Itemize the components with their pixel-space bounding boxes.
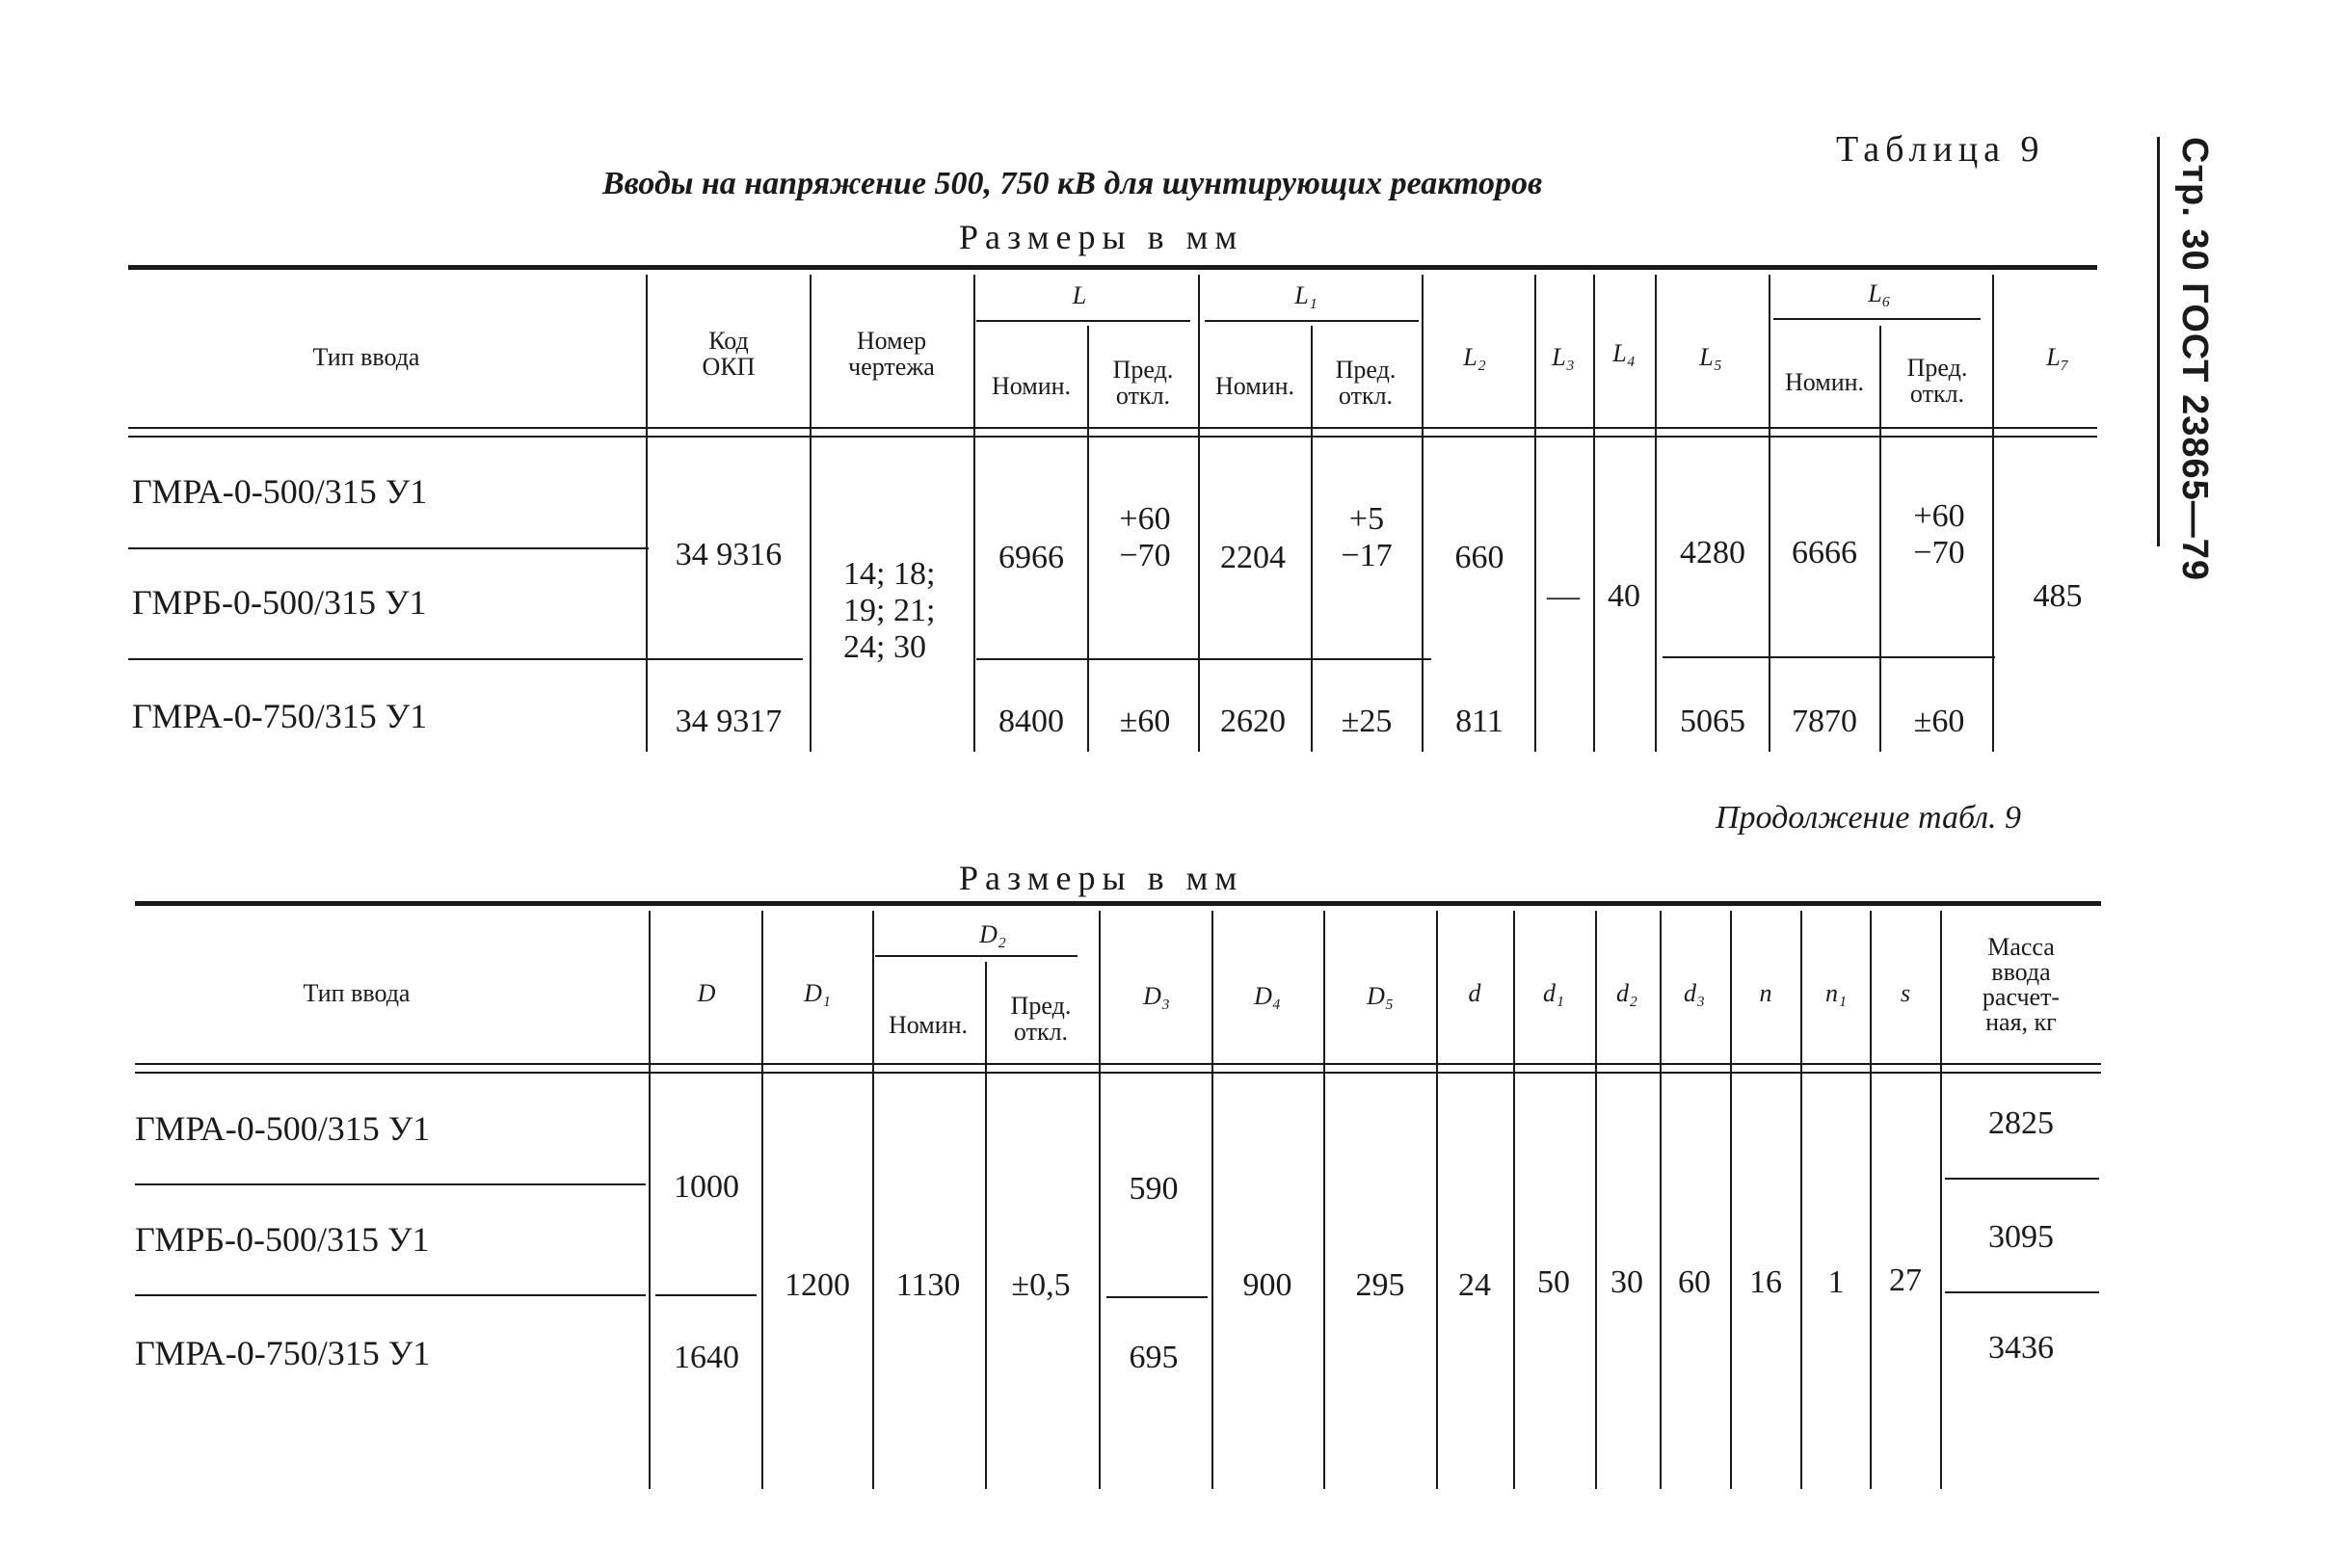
- table1-header-L6-nom: Номин.: [1784, 368, 1865, 396]
- table2-cell-d3: 60: [1678, 1264, 1711, 1300]
- table2-col-rule: [1099, 911, 1101, 1489]
- table1-col-rule: [1087, 326, 1089, 752]
- table2-col-rule: [649, 911, 651, 1489]
- table2-header-D: D: [697, 979, 716, 1007]
- table1-header-L: L: [1072, 281, 1087, 309]
- table1-col-rule: [1879, 326, 1881, 752]
- table1-row-label: ГМРА-0-750/315 У1: [132, 697, 428, 735]
- table2-cell-D2-tol: ±0,5: [1011, 1267, 1071, 1303]
- table2-cell-D3: 695: [1129, 1340, 1179, 1375]
- table1-row-sep-1: [128, 547, 649, 549]
- table2-cell-d: 24: [1458, 1267, 1491, 1303]
- page-running-header: Стр. 30 ГОСТ 23865—79: [2174, 137, 2215, 582]
- table1-header-drawing: Номер чертежа: [848, 327, 935, 381]
- table2-cell-D1: 1200: [785, 1267, 850, 1303]
- table2-header-d: d: [1468, 979, 1481, 1007]
- table2-header-n1: n₁: [1824, 979, 1848, 1007]
- table1-header-L3: L₃: [1552, 343, 1575, 371]
- table1-cell-L3: —: [1547, 578, 1580, 614]
- table1-cell-drawing: 14; 18; 19; 21; 24; 30: [843, 556, 936, 665]
- table1-col-rule: [646, 275, 648, 752]
- table1-top-rule: [128, 265, 2097, 270]
- table2-header-rule: [135, 1063, 2101, 1065]
- table1-cell-L1-tol: ±25: [1341, 704, 1393, 739]
- table1-header-L-nom: Номин.: [991, 372, 1072, 400]
- table2-col-rule: [1730, 911, 1732, 1489]
- table2-header-mass: Масса ввода расчет- ная, кг: [1982, 933, 2061, 1036]
- table2-col-rule: [872, 911, 874, 1489]
- table2-col-rule: [1211, 911, 1213, 1489]
- table2-header-D2-nom: Номин.: [888, 1011, 969, 1039]
- table2-header-n: n: [1759, 979, 1772, 1007]
- table2-col-rule: [1800, 911, 1802, 1489]
- table2-cell-D: 1640: [674, 1340, 739, 1375]
- table2-cell-D3: 590: [1129, 1171, 1179, 1207]
- table1-cell-L-tol: +60 −70: [1119, 501, 1171, 573]
- table2-D2-rule: [875, 955, 1078, 957]
- table1-cell-okp: 34 9317: [675, 704, 783, 739]
- table2-header-d2: d₂: [1615, 979, 1638, 1007]
- table2-row-label: ГМРБ-0-500/315 У1: [135, 1220, 430, 1259]
- table2-cell-n: 16: [1749, 1264, 1782, 1300]
- table1-header-okp: Код ОКП: [702, 327, 756, 381]
- table2-cell-s: 27: [1889, 1262, 1922, 1298]
- table2-cell-d1: 50: [1537, 1264, 1570, 1300]
- table2-col-rule: [761, 911, 763, 1489]
- table1-header-L1-tol: Пред. откл.: [1335, 356, 1397, 410]
- table1-header-L6: L₆: [1868, 279, 1891, 307]
- table2-row-sep-2: [135, 1294, 646, 1296]
- table1-header-L4: L₄: [1612, 339, 1636, 367]
- table1-cell-L6-tol: ±60: [1913, 704, 1965, 739]
- table2-cell-d2: 30: [1610, 1264, 1643, 1300]
- table1-col-rule: [1655, 275, 1657, 752]
- table2-header-type: Тип ввода: [303, 979, 411, 1007]
- table1-header-L1: L₁: [1294, 281, 1317, 309]
- table1-col-rule: [1311, 326, 1313, 752]
- table2-row-sep-6: [1945, 1291, 2099, 1293]
- table1-cell-L-tol: ±60: [1119, 704, 1171, 739]
- table1-cell-L-nom: 6966: [998, 540, 1064, 575]
- table1-header-L6-tol: Пред. откл.: [1906, 354, 1968, 408]
- table2-cell-mass: 3436: [1988, 1330, 2054, 1366]
- table1-cell-L6-nom: 6666: [1792, 535, 1857, 571]
- table1-header-L1-nom: Номин.: [1214, 372, 1295, 400]
- units-caption-2: Размеры в мм: [959, 859, 1244, 897]
- table1-cell-okp: 34 9316: [675, 537, 783, 572]
- table1-cell-L4: 40: [1608, 578, 1640, 614]
- table2-header-s: s: [1900, 979, 1911, 1007]
- table1-col-rule: [1198, 275, 1200, 752]
- table1-L6-rule: [1773, 318, 1981, 320]
- table2-header-D5: D₅: [1367, 982, 1394, 1010]
- table-title: Вводы на напряжение 500, 750 кВ для шунтирующих реакторов: [602, 166, 1543, 201]
- table1-L-rule: [976, 320, 1190, 322]
- table1-col-rule: [810, 275, 812, 752]
- table2-row-label: ГМРА-0-500/315 У1: [135, 1109, 431, 1148]
- side-rule: [2157, 137, 2160, 546]
- table2-cell-mass: 3095: [1988, 1219, 2054, 1255]
- table2-row-sep-3: [655, 1294, 757, 1296]
- table1-cell-L5: 5065: [1680, 704, 1745, 739]
- table2-col-rule: [1595, 911, 1597, 1489]
- table1-col-rule: [1992, 275, 1994, 752]
- table1-col-rule: [973, 275, 975, 752]
- table1-col-rule: [1534, 275, 1536, 752]
- table2-header-D4: D₄: [1254, 982, 1281, 1010]
- table2-row-sep-4: [1106, 1296, 1208, 1298]
- table-label: Таблица 9: [1836, 129, 2045, 170]
- table2-header-D2-tol: Пред. откл.: [1010, 992, 1072, 1046]
- table1-row-sep-4: [1663, 656, 1995, 658]
- table1-header-L2: L₂: [1463, 343, 1486, 371]
- table1-header-type: Тип ввода: [312, 343, 420, 371]
- table2-col-rule: [1513, 911, 1515, 1489]
- table2-header-D1: D₁: [804, 979, 831, 1007]
- table2-cell-D: 1000: [674, 1169, 739, 1205]
- table2-cell-mass: 2825: [1988, 1105, 2054, 1141]
- table1-cell-L5: 4280: [1680, 535, 1745, 571]
- table1-cell-L7: 485: [2033, 578, 2083, 614]
- table2-col-rule: [1660, 911, 1662, 1489]
- table2-col-rule: [1870, 911, 1872, 1489]
- table2-cell-D5: 295: [1355, 1267, 1405, 1303]
- table2-row-label: ГМРА-0-750/315 У1: [135, 1334, 431, 1372]
- table1-cell-L1-tol: +5 −17: [1341, 501, 1393, 573]
- table2-cell-D2-nom: 1130: [895, 1267, 961, 1303]
- table1-cell-L1-nom: 2204: [1220, 540, 1286, 575]
- table2-col-rule: [1323, 911, 1325, 1489]
- table2-cell-D4: 900: [1242, 1267, 1292, 1303]
- table1-cell-L-nom: 8400: [998, 704, 1064, 739]
- table1-header-L-tol: Пред. откл.: [1112, 356, 1174, 410]
- table2-header-rule-2: [135, 1072, 2101, 1074]
- units-caption: Размеры в мм: [959, 218, 1244, 256]
- table1-row-sep-3: [976, 658, 1431, 660]
- table2-row-sep-1: [135, 1183, 646, 1185]
- table1-cell-L2: 660: [1454, 540, 1504, 575]
- table1-col-rule: [1769, 275, 1770, 752]
- table2-cell-n1: 1: [1827, 1264, 1845, 1300]
- table1-col-rule: [1593, 275, 1595, 752]
- table1-header-L7: L₇: [2046, 343, 2069, 371]
- table1-cell-L1-nom: 2620: [1220, 704, 1286, 739]
- continuation-label: Продолжение табл. 9: [1716, 800, 2022, 836]
- table2-col-rule: [1436, 911, 1438, 1489]
- table2-header-D3: D₃: [1143, 982, 1170, 1010]
- table1-header-rule: [128, 427, 2097, 429]
- table1-L1-rule: [1205, 320, 1419, 322]
- table1-cell-L6-nom: 7870: [1792, 704, 1857, 739]
- table1-row-label: ГМРБ-0-500/315 У1: [132, 583, 427, 622]
- table1-row-label: ГМРА-0-500/315 У1: [132, 472, 428, 511]
- table2-top-rule: [135, 901, 2101, 906]
- table1-cell-L6-tol: +60 −70: [1913, 498, 1965, 571]
- table2-col-rule: [1940, 911, 1942, 1489]
- table1-col-rule: [1422, 275, 1424, 752]
- table1-row-sep-2: [128, 658, 803, 660]
- table1-cell-L2: 811: [1455, 704, 1504, 739]
- table2-header-d3: d₃: [1683, 979, 1706, 1007]
- table2-row-sep-5: [1945, 1178, 2099, 1180]
- table2-header-d1: d₁: [1542, 979, 1565, 1007]
- table2-header-D2: D₂: [979, 920, 1006, 948]
- table1-header-L5: L₅: [1699, 343, 1722, 371]
- table1-header-rule-2: [128, 436, 2097, 438]
- table2-col-rule: [985, 962, 987, 1489]
